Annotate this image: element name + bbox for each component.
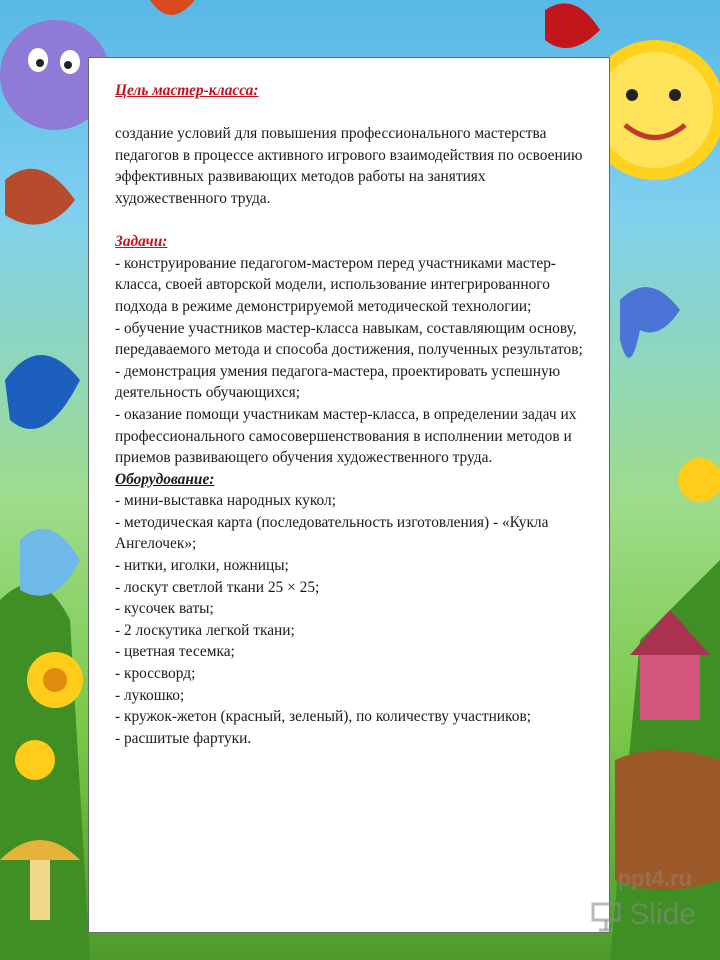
- equipment-item: - кусочек ваты;: [115, 600, 214, 618]
- goal-heading: Цель мастер-класса:: [115, 82, 259, 99]
- equipment-item: - мини-выставка народных кукол;: [115, 492, 336, 510]
- tasks-list: [115, 253, 591, 469]
- task-item: - демонстрация умения педагога-мастера, проектировать успешную деятельность обучающихся;: [115, 362, 561, 402]
- equipment-item: - нитки, иголки, ножницы;: [115, 557, 289, 575]
- butterfly-top-right-icon: [545, 3, 600, 48]
- equipment-item: - лоскут светлой ткани 25 × 25;: [115, 578, 320, 596]
- equipment-list: [115, 490, 591, 749]
- watermark-brand: Slide: [629, 898, 696, 931]
- document-content: [115, 80, 591, 749]
- equipment-item: - расшитые фартуки.: [115, 729, 252, 747]
- text-panel: [88, 57, 610, 933]
- equipment-item: - кружок-жетон (красный, зеленый), по количеству участников;: [115, 708, 531, 726]
- watermark: [589, 866, 696, 932]
- task-item: - оказание помощи участникам мастер-класса, в определении задач их профессионального самосовершенствования в исполнении методов и приемов развивающего обучения художественного труда.: [115, 405, 577, 467]
- task-item: - конструирование педагогом-мастером перед участниками мастер-класса, своей авторской модели, использование интегрированного подхода в режиме демонстрируемой методической технологии;: [115, 254, 557, 315]
- tasks-heading: Задачи:: [115, 233, 168, 251]
- goal-text: создание условий для повышения профессионального мастерства педагогов в процессе активного игрового взаимодействия по освоению эффективных развивающих методов работы на занятиях художественного труда.: [115, 125, 583, 207]
- equipment-item: - цветная тесемка;: [115, 643, 235, 661]
- equipment-item: - лукошко;: [115, 686, 185, 704]
- task-item: - обучение участников мастер-класса навыкам, составляющим основу, передаваемого метода и способа достижения, полученных результатов;: [115, 319, 583, 359]
- equipment-item: - кроссворд;: [115, 665, 196, 683]
- flower-right-icon: [678, 458, 720, 502]
- butterfly-icon: [5, 169, 80, 596]
- butterfly-top-icon: [150, 0, 195, 15]
- presentation-icon: [589, 898, 623, 932]
- equipment-heading: Оборудование:: [115, 470, 215, 488]
- equipment-item: - методическая карта (последовательность изготовления) - «Кукла Ангелочек»;: [115, 513, 549, 553]
- watermark-site: ppt4.ru: [617, 866, 692, 891]
- fairy-icon: [620, 287, 680, 358]
- equipment-item: - 2 лоскутика легкой ткани;: [115, 621, 295, 639]
